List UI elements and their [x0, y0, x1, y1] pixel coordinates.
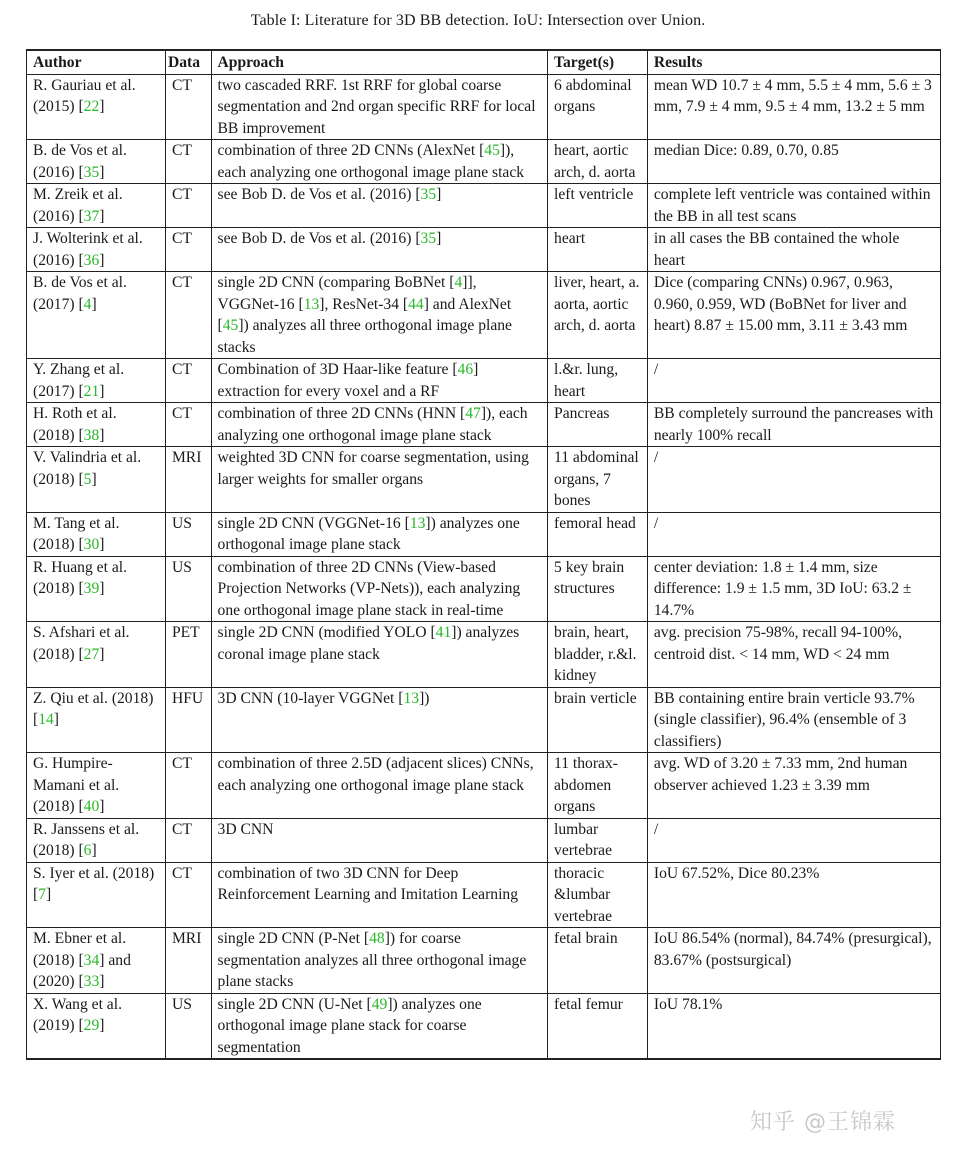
citation-link[interactable]: 37 [83, 207, 100, 225]
author-text: Y. Zhang et al. (2017) [33, 361, 125, 400]
table-row [27, 753, 941, 819]
author-cell: G. Humpire-Mamani et al. (2018) [40] [27, 753, 166, 819]
target-cell: heart, aortic arch, d. aorta [548, 140, 648, 184]
citation-link[interactable]: 38 [83, 426, 100, 444]
citation-link[interactable]: 14 [38, 711, 54, 728]
header-data: Data [165, 50, 211, 74]
header-row [27, 50, 941, 74]
data-cell: US [165, 993, 211, 1059]
table-row [27, 556, 941, 622]
approach-text: ) analyzes one orthogonal image plane stack [217, 514, 520, 553]
target-cell: brain verticle [548, 687, 648, 753]
approach-text: ) analyzes all three orthogonal image plane stacks [217, 317, 512, 356]
results-cell: IoU 86.54% (normal), 84.74% (presurgical), 83.67% (postsurgical) [647, 928, 940, 994]
data-cell: MRI [165, 928, 211, 994]
table-caption: Table I: Literature for 3D BB detection. IoU: Intersection over Union. [250, 12, 706, 29]
header-results: Results [647, 50, 940, 74]
citation-link[interactable]: 27 [83, 645, 100, 663]
data-cell: US [165, 512, 211, 556]
results-cell: Dice (comparing CNNs) 0.967, 0.963, 0.960, 0.959, WD (BoBNet for liver and heart) 8.87 ± 15.00 mm, 3.11 ± 3.43 mm [647, 272, 940, 359]
approach-text: ), each analyzing one orthogonal image plane stack [217, 405, 528, 444]
results-cell: complete left ventricle was contained within the BB in all test scans [647, 184, 940, 228]
author-cell: X. Wang et al. (2019) [29] [27, 993, 166, 1059]
author-text: R. Gauriau et al. (2015) [33, 76, 136, 115]
results-cell: avg. precision 75-98%, recall 94-100%, centroid dist. < 14 mm, WD < 24 mm [647, 622, 940, 688]
author-cell: S. Iyer et al. (2018) [7] [27, 862, 166, 928]
approach-text: ) analyzes coronal image plane stack [217, 624, 520, 663]
target-cell: 11 abdominal organs, 7 bones [548, 447, 648, 513]
data-cell: CT [165, 403, 211, 447]
citation-link[interactable]: 4 [454, 274, 463, 291]
citation-link[interactable]: 29 [83, 1017, 100, 1034]
author-cell: S. Afshari et al. (2018) [27] [27, 622, 166, 688]
citation-link[interactable]: 7 [38, 886, 46, 903]
citation-link[interactable]: 35 [420, 230, 437, 247]
author-text: S. Afshari et al. (2018) [33, 624, 130, 663]
approach-text: single 2D CNN (modified YOLO [217, 624, 431, 641]
target-cell: fetal femur [548, 993, 648, 1059]
approach-text: single 2D CNN (U-Net [217, 995, 367, 1013]
citation-link[interactable]: 35 [420, 186, 437, 203]
approach-cell: single 2D CNN (VGGNet-16 [13]) analyzes one orthogonal image plane stack [211, 512, 548, 556]
author-text: V. Valindria et al. (2018) [33, 449, 142, 488]
target-cell: thoracic &lumbar vertebrae [548, 862, 648, 928]
table-row [27, 687, 941, 753]
data-cell: CT [165, 753, 211, 819]
results-cell: BB completely surround the pancreases with nearly 100% recall [647, 403, 940, 447]
data-cell: CT [165, 184, 211, 228]
author-cell: Y. Zhang et al. (2017) [21] [27, 359, 166, 403]
watermark: 知乎 @王锦霖 [750, 1110, 896, 1135]
target-cell: 11 thorax-abdomen organs [548, 753, 648, 819]
data-cell: PET [165, 622, 211, 688]
citation-link[interactable]: 13 [303, 295, 320, 313]
table-body [27, 74, 941, 1059]
author-cell: M. Zreik et al. (2016) [37] [27, 184, 166, 228]
target-cell: liver, heart, a. aorta, aortic arch, d. aorta [548, 272, 648, 359]
data-cell: CT [165, 272, 211, 359]
approach-text: Combination of 3D Haar-like feature [217, 361, 453, 378]
citation-link[interactable]: 47 [465, 405, 481, 422]
table-header [27, 50, 941, 74]
approach-text: see Bob D. de Vos et al. (2016) [217, 186, 416, 203]
author-cell: V. Valindria et al. (2018) [5] [27, 447, 166, 513]
approach-cell [211, 862, 548, 928]
approach-text: ) [424, 689, 430, 707]
citation-link[interactable]: 22 [83, 98, 100, 115]
target-cell: brain, heart, bladder, r.&l. kidney [548, 622, 648, 688]
table-row [27, 184, 941, 228]
approach-cell: 3D CNN (10-layer VGGNet [13]) [211, 687, 548, 753]
table-row [27, 272, 941, 359]
target-cell: fetal brain [548, 928, 648, 994]
approach-text: two cascaded RRF. 1st RRF for global coarse segmentation and 2nd organ specific RRF for local BB improvement [217, 76, 536, 137]
approach-cell: combination of three 2D CNNs (AlexNet [45]), each analyzing one orthogonal image plane stack [211, 140, 548, 184]
approach-text: 3D CNN [217, 820, 274, 838]
data-cell: CT [165, 359, 211, 403]
citation-link[interactable]: 44 [408, 295, 424, 313]
results-cell: IoU 67.52%, Dice 80.23% [647, 862, 940, 928]
approach-text: combination of three 2D CNNs (AlexNet [217, 142, 480, 159]
data-cell: HFU [165, 687, 211, 753]
table-row [27, 993, 941, 1059]
target-cell: 6 abdominal organs [548, 74, 648, 140]
table-row [27, 622, 941, 688]
author-cell: H. Roth et al. (2018) [38] [27, 403, 166, 447]
approach-cell: see Bob D. de Vos et al. (2016) [35] [211, 228, 548, 272]
approach-text: ) analyzes one orthogonal image plane stack for coarse segmentation [217, 995, 482, 1056]
citation-link[interactable]: 13 [409, 514, 426, 532]
results-cell: IoU 78.1% [647, 993, 940, 1059]
results-cell: center deviation: 1.8 ± 1.4 mm, size difference: 1.9 ± 1.5 mm, 3D IoU: 63.2 ± 14.7% [647, 556, 940, 622]
approach-text: ], VGGNet-16 [217, 274, 477, 313]
author-cell: R. Gauriau et al. (2015) [22] [27, 74, 166, 140]
approach-text: weighted 3D CNN for coarse segmentation, using larger weights for smaller organs [217, 449, 529, 488]
author-cell: B. de Vos et al. (2017) [4] [27, 272, 166, 359]
author-text: J. Wolterink et al. (2016) [33, 230, 143, 269]
approach-cell [211, 74, 548, 140]
author-extra: and (2020) [33, 951, 131, 990]
table-row [27, 140, 941, 184]
header-author: Author [27, 50, 166, 74]
table-row [27, 359, 941, 403]
citation-link[interactable]: 34 [83, 951, 100, 969]
author-cell: M. Tang et al. (2018) [30] [27, 512, 166, 556]
target-cell: left ventricle [548, 184, 648, 228]
author-cell: Z. Qiu et al. (2018) [14] [27, 687, 166, 753]
approach-cell: Combination of 3D Haar-like feature [46] extraction for every voxel and a RF [211, 359, 548, 403]
citation-link[interactable]: 36 [83, 251, 100, 269]
approach-text: ), each analyzing one orthogonal image plane stack [217, 142, 525, 181]
table-row [27, 928, 941, 994]
author-text: Z. Qiu et al. (2018) [33, 689, 154, 707]
target-cell: Pancreas [548, 403, 648, 447]
data-cell: CT [165, 140, 211, 184]
results-cell: median Dice: 0.89, 0.70, 0.85 [647, 140, 940, 184]
results-cell: mean WD 10.7 ± 4 mm, 5.5 ± 4 mm, 5.6 ± 3 mm, 7.9 ± 4 mm, 9.5 ± 4 mm, 13.2 ± 5 mm [647, 74, 940, 140]
table-row [27, 512, 941, 556]
author-text: R. Janssens et al. (2018) [33, 820, 140, 859]
data-cell: CT [165, 862, 211, 928]
data-cell: CT [165, 74, 211, 140]
approach-text: combination of three 2.5D (adjacent slices) CNNs, each analyzing one orthogonal image plane stack [217, 755, 534, 794]
results-cell: in all cases the BB contained the whole heart [647, 228, 940, 272]
author-text: H. Roth et al. (2018) [33, 405, 117, 444]
author-text: B. de Vos et al. (2016) [33, 142, 127, 181]
citation-link[interactable]: 13 [403, 689, 420, 707]
table-row [27, 228, 941, 272]
approach-text: combination of two 3D CNN for Deep Reinforcement Learning and Imitation Learning [217, 864, 519, 903]
citation-link[interactable]: 41 [435, 624, 452, 641]
approach-cell [211, 753, 548, 819]
author-cell: B. de Vos et al. (2016) [35] [27, 140, 166, 184]
citation-link[interactable]: 48 [369, 930, 385, 947]
citation-link[interactable]: 5 [83, 470, 92, 488]
literature-table [26, 49, 941, 1060]
results-cell: BB containing entire brain verticle 93.7% (single classifier), 96.4% (ensemble of 3 classifiers) [647, 687, 940, 753]
data-cell: CT [165, 818, 211, 862]
citation-link[interactable]: 46 [457, 361, 474, 378]
approach-cell [211, 447, 548, 513]
author-text: M. Zreik et al. (2016) [33, 186, 123, 225]
table-row [27, 447, 941, 513]
author-text: M. Tang et al. (2018) [33, 514, 120, 553]
author-text: G. Humpire-Mamani et al. (2018) [33, 755, 120, 815]
author-cell: J. Wolterink et al. (2016) [36] [27, 228, 166, 272]
approach-text: , ResNet-34 [324, 295, 403, 313]
target-cell: lumbar vertebrae [548, 818, 648, 862]
target-cell: heart [548, 228, 648, 272]
approach-text: 3D CNN (10-layer VGGNet [217, 689, 399, 707]
author-text: B. de Vos et al. (2017) [33, 274, 127, 313]
citation-link[interactable]: 35 [83, 163, 100, 181]
data-cell: US [165, 556, 211, 622]
approach-cell [211, 818, 548, 862]
citation-link[interactable]: 40 [83, 798, 100, 815]
approach-cell: single 2D CNN (modified YOLO [41]) analyzes coronal image plane stack [211, 622, 548, 688]
approach-text: single 2D CNN (VGGNet-16 [217, 514, 405, 532]
approach-cell [211, 556, 548, 622]
citation-link[interactable]: 49 [371, 995, 388, 1013]
citation-link[interactable]: 39 [83, 580, 100, 597]
approach-cell: see Bob D. de Vos et al. (2016) [35] [211, 184, 548, 228]
results-cell: / [647, 512, 940, 556]
approach-cell: combination of three 2D CNNs (HNN [47]), each analyzing one orthogonal image plane stack [211, 403, 548, 447]
author-cell: R. Janssens et al. (2018) [6] [27, 818, 166, 862]
data-cell: CT [165, 228, 211, 272]
approach-text: extraction for every voxel and a RF [217, 382, 440, 400]
results-cell: avg. WD of 3.20 ± 7.33 mm, 2nd human observer achieved 1.23 ± 3.39 mm [647, 753, 940, 819]
approach-text: ) for coarse segmentation analyzes all three orthogonal image plane stacks [217, 930, 527, 990]
author-text: X. Wang et al. (2019) [33, 995, 122, 1034]
approach-text: and AlexNet [428, 295, 512, 313]
results-cell: / [647, 818, 940, 862]
table-row [27, 74, 941, 140]
approach-cell: single 2D CNN (P-Net [48]) for coarse segmentation analyzes all three orthogonal image plane stacks [211, 928, 548, 994]
table-row [27, 818, 941, 862]
author-cell: R. Huang et al. (2018) [39] [27, 556, 166, 622]
approach-text: combination of three 2D CNNs (HNN [217, 405, 461, 422]
target-cell: l.&r. lung, heart [548, 359, 648, 403]
citation-link[interactable]: 45 [484, 142, 500, 159]
approach-cell: single 2D CNN (comparing BoBNet [4]], VGGNet-16 [13], ResNet-34 [44] and AlexNet [45]) analyzes all three orthogonal image plane stacks [211, 272, 548, 359]
approach-text: single 2D CNN (P-Net [217, 930, 364, 947]
approach-text: see Bob D. de Vos et al. (2016) [217, 230, 416, 247]
table-row [27, 862, 941, 928]
citation-link[interactable]: 30 [83, 536, 100, 553]
results-cell: / [647, 359, 940, 403]
approach-text: single 2D CNN (comparing BoBNet [217, 274, 450, 291]
author-text: S. Iyer et al. (2018) [33, 864, 155, 882]
author-text: R. Huang et al. (2018) [33, 558, 127, 597]
citation-link[interactable]: 4 [83, 295, 92, 313]
author-text: M. Ebner et al.(2018) [33, 930, 127, 969]
citation-link[interactable]: 6 [83, 842, 92, 859]
approach-text: combination of three 2D CNNs (View-based Projection Networks (VP-Nets)), each analyzing one orthogonal image plane stack in real-time [217, 558, 521, 619]
target-cell: 5 key brain structures [548, 556, 648, 622]
data-cell: MRI [165, 447, 211, 513]
citation-link[interactable]: 21 [83, 382, 100, 400]
target-cell: femoral head [548, 512, 648, 556]
approach-cell: single 2D CNN (U-Net [49]) analyzes one orthogonal image plane stack for coarse segmentation [211, 993, 548, 1059]
citation-link[interactable]: 33 [83, 973, 100, 990]
table-row [27, 403, 941, 447]
author-cell: M. Ebner et al.(2018) [34] and (2020) [33] [27, 928, 166, 994]
header-targets: Target(s) [548, 50, 648, 74]
results-cell: / [647, 447, 940, 513]
citation-link[interactable]: 45 [222, 317, 239, 334]
header-approach: Approach [211, 50, 548, 74]
